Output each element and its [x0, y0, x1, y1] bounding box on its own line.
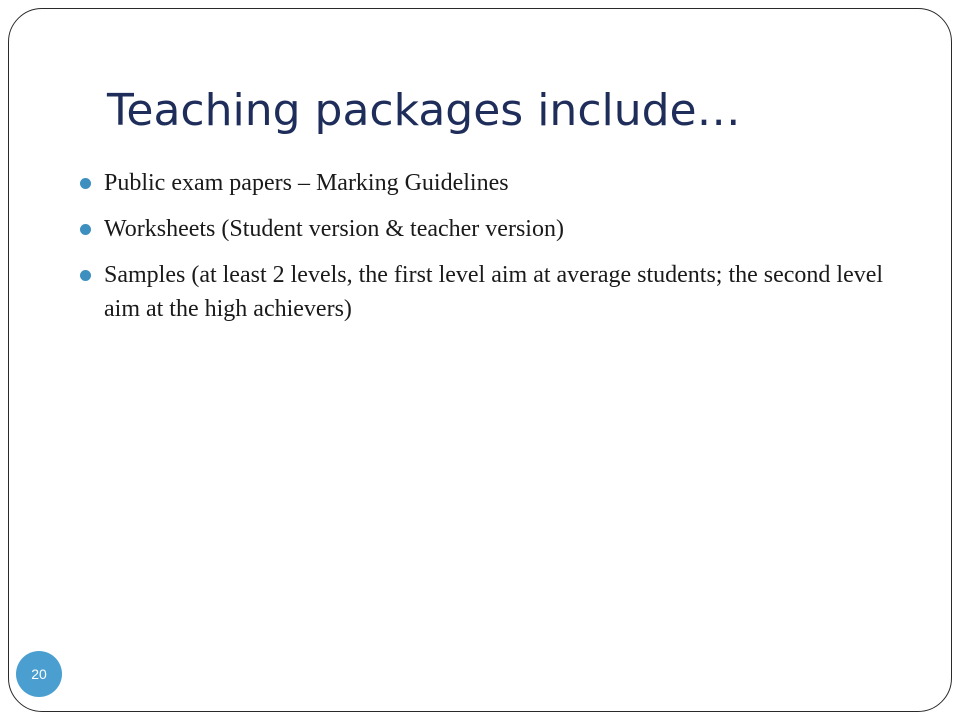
bullet-icon	[80, 178, 91, 189]
bullet-text: Worksheets (Student version & teacher version)	[104, 216, 564, 242]
bullet-item	[79, 258, 919, 326]
bullet-icon	[80, 270, 91, 281]
bullet-icon	[80, 224, 91, 235]
bullet-text: Public exam papers – Marking Guidelines	[104, 170, 509, 196]
slide	[8, 8, 952, 712]
slide-number-badge: 20	[16, 651, 62, 697]
bullet-list	[79, 166, 919, 338]
bullet-item	[79, 212, 919, 246]
slide-title: Teaching packages include…	[107, 85, 741, 136]
bullet-item	[79, 166, 919, 200]
bullet-text: Samples (at least 2 levels, the first level aim at average students; the second level aim at the high achievers)	[104, 262, 884, 322]
